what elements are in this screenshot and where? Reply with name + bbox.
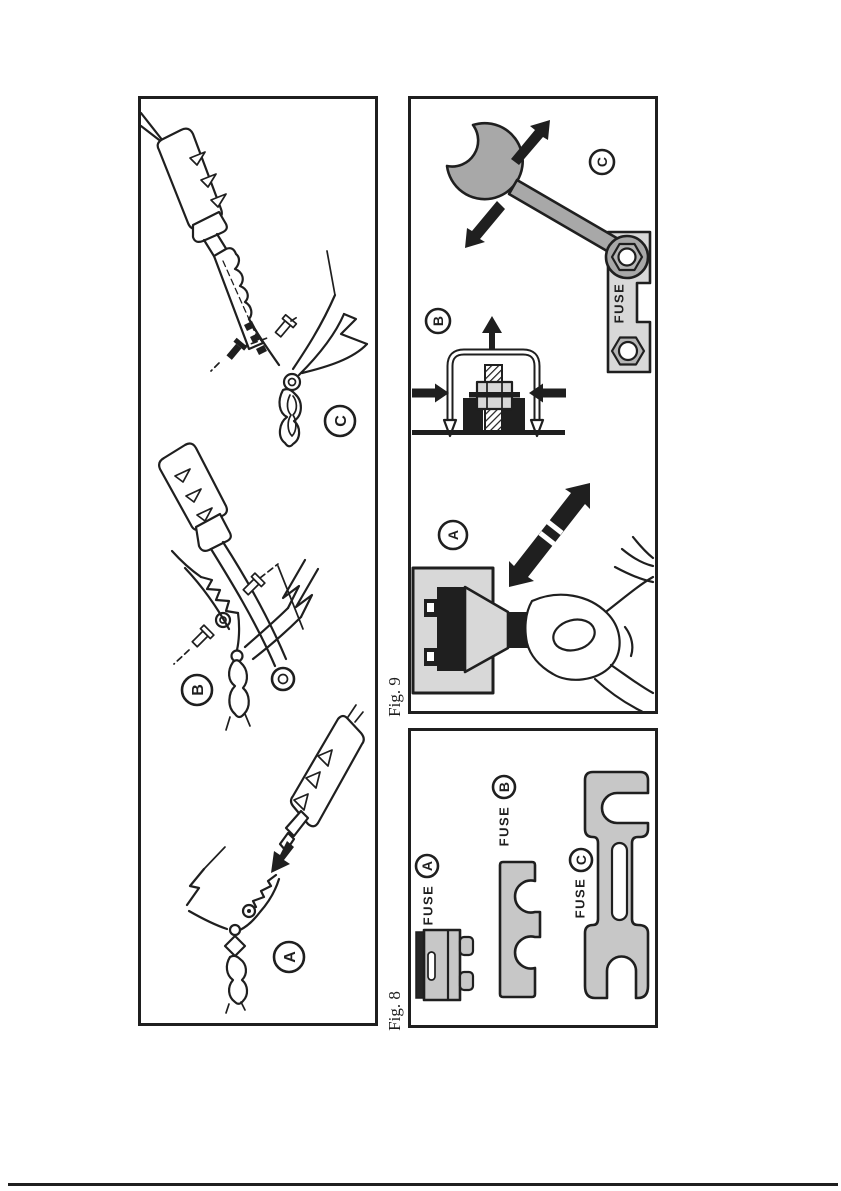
ground-line <box>412 430 565 435</box>
fuse-b-text: FUSE <box>496 805 512 847</box>
fig8-illustration <box>411 731 655 1025</box>
fig9-panel <box>408 96 658 714</box>
wrench-on-strip-fuse <box>447 120 650 372</box>
turn-arrow-down-icon <box>465 201 505 248</box>
fig8-a-letter: A <box>419 860 436 872</box>
fig9-a-letter: A <box>445 529 462 541</box>
thumb <box>525 595 619 680</box>
blade-fuse-figure <box>416 855 473 1000</box>
clamp-c-letter: C <box>332 415 350 427</box>
crocodile-clamp-c <box>141 113 367 446</box>
fuse-a-text: FUSE <box>420 884 436 926</box>
fork-fuse-c-figure <box>570 772 648 998</box>
fig8-c-letter: C <box>573 854 590 866</box>
page-footer-rule <box>8 1183 838 1186</box>
screw-icon <box>224 338 248 362</box>
pull-double-arrow-icon <box>509 483 590 587</box>
crocodile-clamp-a <box>187 705 364 1013</box>
clamps-illustration <box>141 99 375 1023</box>
crocodile-clamp-b <box>159 444 318 730</box>
screw-icon <box>190 625 214 649</box>
strip-fuse-b-figure <box>493 776 540 997</box>
fig8-b-letter: B <box>496 781 513 793</box>
blade-fuse-body <box>465 587 508 672</box>
fingers <box>607 537 653 611</box>
fig9-caption: Fig. 9 <box>385 677 404 717</box>
spring-clip-figure <box>412 309 566 436</box>
clamp-a-letter: A <box>281 951 299 963</box>
fig8-panel <box>408 728 658 1028</box>
pull-up-arrow-icon <box>482 316 502 350</box>
strip-fuse-text: FUSE <box>611 282 627 324</box>
fig9-b-letter: B <box>430 315 447 327</box>
clamp-b-letter: B <box>189 684 207 696</box>
press-arrow-right-icon <box>412 384 449 403</box>
fig8-caption: Fig. 8 <box>385 991 404 1031</box>
fuse-pull-figure <box>413 483 653 711</box>
fig9-illustration <box>411 99 655 711</box>
fuse-c-text: FUSE <box>572 877 588 919</box>
plug-icon <box>273 315 297 339</box>
fig9-c-letter: C <box>594 156 611 168</box>
clamps-figure-panel <box>138 96 378 1026</box>
